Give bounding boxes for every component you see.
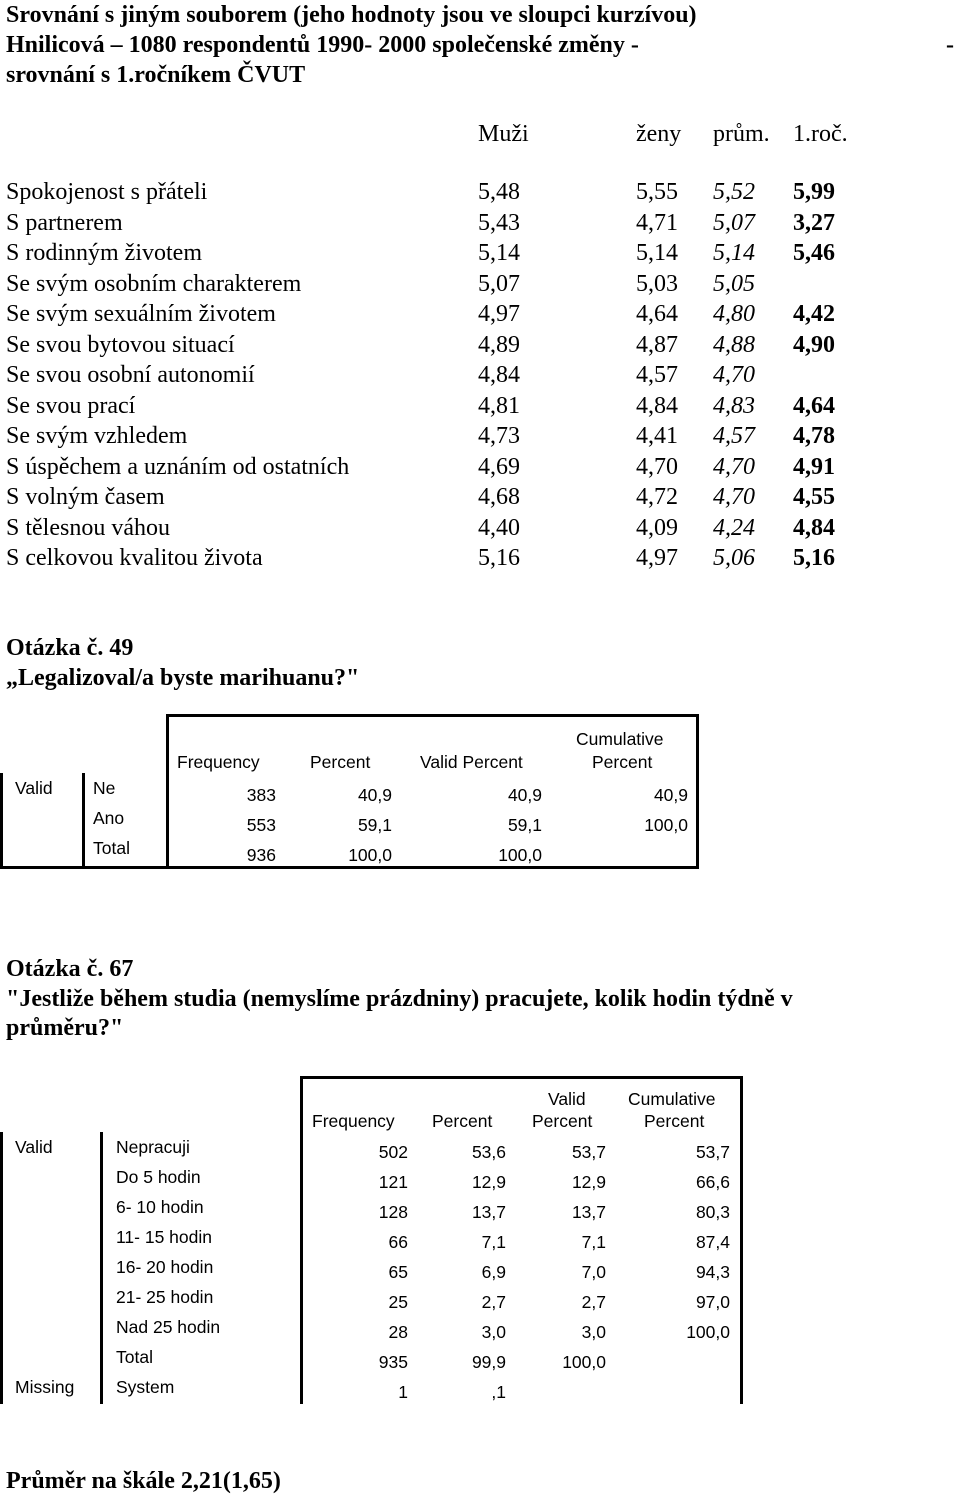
- q67-percent: 2,7: [481, 1292, 506, 1312]
- q49-valid-percent: 40,9: [507, 785, 542, 805]
- q67-valid-percent: 7,1: [581, 1232, 606, 1252]
- q67-cumulative-percent: 97,0: [695, 1292, 730, 1312]
- q67-row-label: System: [116, 1377, 175, 1397]
- q67-frequency: 1: [398, 1382, 408, 1402]
- q67-frequency: 25: [388, 1292, 408, 1312]
- value-1-roc: 4,91: [793, 454, 835, 480]
- value-prum: 4,70: [713, 362, 755, 388]
- q67-valid-percent: 53,7: [571, 1142, 606, 1162]
- value-zeny: 4,64: [636, 301, 678, 327]
- value-muzi: 4,69: [478, 454, 520, 480]
- q49-valid-percent: 59,1: [507, 815, 542, 835]
- value-zeny: 4,84: [636, 393, 678, 419]
- q49-percent: 40,9: [357, 785, 392, 805]
- value-1-roc: 4,55: [793, 484, 835, 510]
- value-prum: 5,07: [713, 210, 755, 236]
- q67-valid-percent: 3,0: [581, 1322, 606, 1342]
- q67-frequency: 65: [388, 1262, 408, 1282]
- q49-row-label: Total: [93, 838, 130, 858]
- value-prum: 4,70: [713, 454, 755, 480]
- q67-cumulative-percent: 94,3: [695, 1262, 730, 1282]
- comparison-row-label: Se svou osobní autonomií: [6, 362, 255, 388]
- value-prum: 5,06: [713, 545, 755, 571]
- value-1-roc: 5,46: [793, 240, 835, 266]
- q67-frequency: 28: [388, 1322, 408, 1342]
- q67-question-line-2: průměru?": [6, 1015, 124, 1041]
- value-prum: 5,14: [713, 240, 755, 266]
- q67-row-group: Valid: [15, 1137, 53, 1157]
- q67-row-group: Missing: [15, 1377, 75, 1397]
- q67-row-label: 11- 15 hodin: [116, 1227, 213, 1247]
- value-prum: 4,80: [713, 301, 755, 327]
- col-header-zeny: ženy: [636, 121, 682, 147]
- q49-header-cumulative-percent: Percent: [592, 752, 653, 772]
- value-prum: 4,24: [713, 515, 755, 541]
- comparison-row-label: S rodinným životem: [6, 240, 202, 266]
- q67-valid-percent: 7,0: [581, 1262, 606, 1282]
- q67-percent: 12,9: [471, 1172, 506, 1192]
- col-header-roc: 1.roč.: [793, 121, 848, 147]
- value-zeny: 4,57: [636, 362, 678, 388]
- value-1-roc: 4,78: [793, 423, 835, 449]
- comparison-row-label: Se svým sexuálním životem: [6, 301, 276, 327]
- comparison-row-label: Se svým vzhledem: [6, 423, 188, 449]
- value-zeny: 4,97: [636, 545, 678, 571]
- value-1-roc: 3,27: [793, 210, 835, 236]
- q67-frequency: 121: [378, 1172, 408, 1192]
- q49-percent: 100,0: [348, 845, 392, 865]
- value-zeny: 4,71: [636, 210, 678, 236]
- heading-line-2: Hnilicová – 1080 respondentů 1990- 2000 společenské změny -: [6, 32, 639, 58]
- col-header-prum: prům.: [713, 121, 770, 147]
- q67-percent: 7,1: [481, 1232, 506, 1252]
- q67-row-label: Do 5 hodin: [116, 1167, 201, 1187]
- q67-frequency: 502: [378, 1142, 408, 1162]
- q67-valid-percent: 2,7: [581, 1292, 606, 1312]
- q67-valid-percent: 12,9: [571, 1172, 606, 1192]
- q67-row-label: Total: [116, 1347, 153, 1367]
- q67-question-line-1: "Jestliže během studia (nemyslíme prázdniny) pracujete, kolik hodin týdně v: [6, 986, 793, 1012]
- q67-header-cumulative: Cumulative: [628, 1089, 716, 1109]
- q67-percent: 13,7: [471, 1202, 506, 1222]
- q49-frequency: 553: [246, 815, 276, 835]
- value-prum: 4,57: [713, 423, 755, 449]
- comparison-row-label: Se svým osobním charakterem: [6, 271, 302, 297]
- value-1-roc: 4,42: [793, 301, 835, 327]
- q67-percent: 99,9: [471, 1352, 506, 1372]
- value-prum: 4,88: [713, 332, 755, 358]
- q67-row-label: 21- 25 hodin: [116, 1287, 214, 1307]
- value-muzi: 4,81: [478, 393, 520, 419]
- value-muzi: 5,16: [478, 545, 520, 571]
- q67-row-label: 16- 20 hodin: [116, 1257, 214, 1277]
- q67-cumulative-percent: 87,4: [695, 1232, 730, 1252]
- value-muzi: 5,14: [478, 240, 520, 266]
- q49-valid-percent: 100,0: [498, 845, 542, 865]
- comparison-row-label: Se svou bytovou situací: [6, 332, 235, 358]
- value-muzi: 4,84: [478, 362, 520, 388]
- q49-header-percent: Percent: [310, 752, 371, 772]
- q49-header-frequency: Frequency: [177, 752, 260, 772]
- comparison-row-label: S volným časem: [6, 484, 165, 510]
- value-muzi: 4,68: [478, 484, 520, 510]
- q67-header-valid-percent: Percent: [532, 1111, 593, 1131]
- value-zeny: 4,41: [636, 423, 678, 449]
- value-muzi: 4,97: [478, 301, 520, 327]
- value-zeny: 4,72: [636, 484, 678, 510]
- value-1-roc: 4,64: [793, 393, 835, 419]
- q67-header-cumulative-percent: Percent: [644, 1111, 705, 1131]
- q67-percent: 6,9: [481, 1262, 506, 1282]
- q49-header-cumulative: Cumulative: [576, 729, 664, 749]
- value-1-roc: 4,90: [793, 332, 835, 358]
- value-muzi: 5,43: [478, 210, 520, 236]
- q67-valid-percent: 13,7: [571, 1202, 606, 1222]
- heading-line-2-dash: -: [946, 32, 954, 58]
- q49-frequency: 936: [246, 845, 276, 865]
- q67-row-label: 6- 10 hodin: [116, 1197, 204, 1217]
- q67-row-label: Nepracuji: [116, 1137, 190, 1157]
- q67-row-label: Nad 25 hodin: [116, 1317, 221, 1337]
- comparison-row-label: S úspěchem a uznáním od ostatních: [6, 454, 350, 480]
- comparison-row-label: S tělesnou váhou: [6, 515, 170, 541]
- q67-header-valid: Valid: [548, 1089, 586, 1109]
- q49-header-valid-percent: Valid Percent: [420, 752, 523, 772]
- value-muzi: 4,89: [478, 332, 520, 358]
- value-zeny: 4,87: [636, 332, 678, 358]
- q67-frequency: 66: [388, 1232, 408, 1252]
- comparison-row-label: S partnerem: [6, 210, 123, 236]
- value-zeny: 4,09: [636, 515, 678, 541]
- q49-cumulative-percent: 100,0: [644, 815, 688, 835]
- comparison-row-label: Spokojenost s přáteli: [6, 179, 208, 205]
- value-muzi: 5,48: [478, 179, 520, 205]
- comparison-row-label: Se svou prací: [6, 393, 136, 419]
- q67-percent: 3,0: [481, 1322, 506, 1342]
- q67-header-percent: Percent: [432, 1111, 493, 1131]
- value-muzi: 4,40: [478, 515, 520, 541]
- col-header-muzi: Muži: [478, 121, 529, 147]
- value-muzi: 5,07: [478, 271, 520, 297]
- value-prum: 4,83: [713, 393, 755, 419]
- value-1-roc: 5,99: [793, 179, 835, 205]
- q49-question: „Legalizoval/a byste marihuanu?": [6, 665, 360, 691]
- q67-title: Otázka č. 67: [6, 956, 134, 982]
- q49-group-valid: Valid: [15, 778, 53, 798]
- q67-frequency: 128: [378, 1202, 408, 1222]
- value-zeny: 5,55: [636, 179, 678, 205]
- q49-title: Otázka č. 49: [6, 635, 134, 661]
- q67-cumulative-percent: 80,3: [695, 1202, 730, 1222]
- q67-frequency: 935: [378, 1352, 408, 1372]
- value-muzi: 4,73: [478, 423, 520, 449]
- value-1-roc: 4,84: [793, 515, 835, 541]
- heading-line-3: srovnání s 1.ročníkem ČVUT: [6, 62, 306, 88]
- value-prum: 5,05: [713, 271, 755, 297]
- heading-line-1: Srovnání s jiným souborem (jeho hodnoty jsou ve sloupci kurzívou): [6, 2, 697, 28]
- q49-row-label: Ne: [93, 778, 116, 798]
- q67-summary: Průměr na škále 2,21(1,65): [6, 1468, 281, 1494]
- q49-cumulative-percent: 40,9: [653, 785, 688, 805]
- value-zeny: 5,03: [636, 271, 678, 297]
- q67-cumulative-percent: 66,6: [695, 1172, 730, 1192]
- q67-percent: 53,6: [471, 1142, 506, 1162]
- value-zeny: 5,14: [636, 240, 678, 266]
- q67-percent: ,1: [491, 1382, 506, 1402]
- value-prum: 5,52: [713, 179, 755, 205]
- comparison-row-label: S celkovou kvalitou života: [6, 545, 263, 571]
- value-1-roc: 5,16: [793, 545, 835, 571]
- q49-frequency: 383: [246, 785, 276, 805]
- value-prum: 4,70: [713, 484, 755, 510]
- value-zeny: 4,70: [636, 454, 678, 480]
- q67-cumulative-percent: 100,0: [686, 1322, 730, 1342]
- q49-percent: 59,1: [357, 815, 392, 835]
- q67-cumulative-percent: 53,7: [695, 1142, 730, 1162]
- q67-header-frequency: Frequency: [312, 1111, 395, 1131]
- q67-valid-percent: 100,0: [562, 1352, 606, 1372]
- q49-row-label: Ano: [93, 808, 125, 828]
